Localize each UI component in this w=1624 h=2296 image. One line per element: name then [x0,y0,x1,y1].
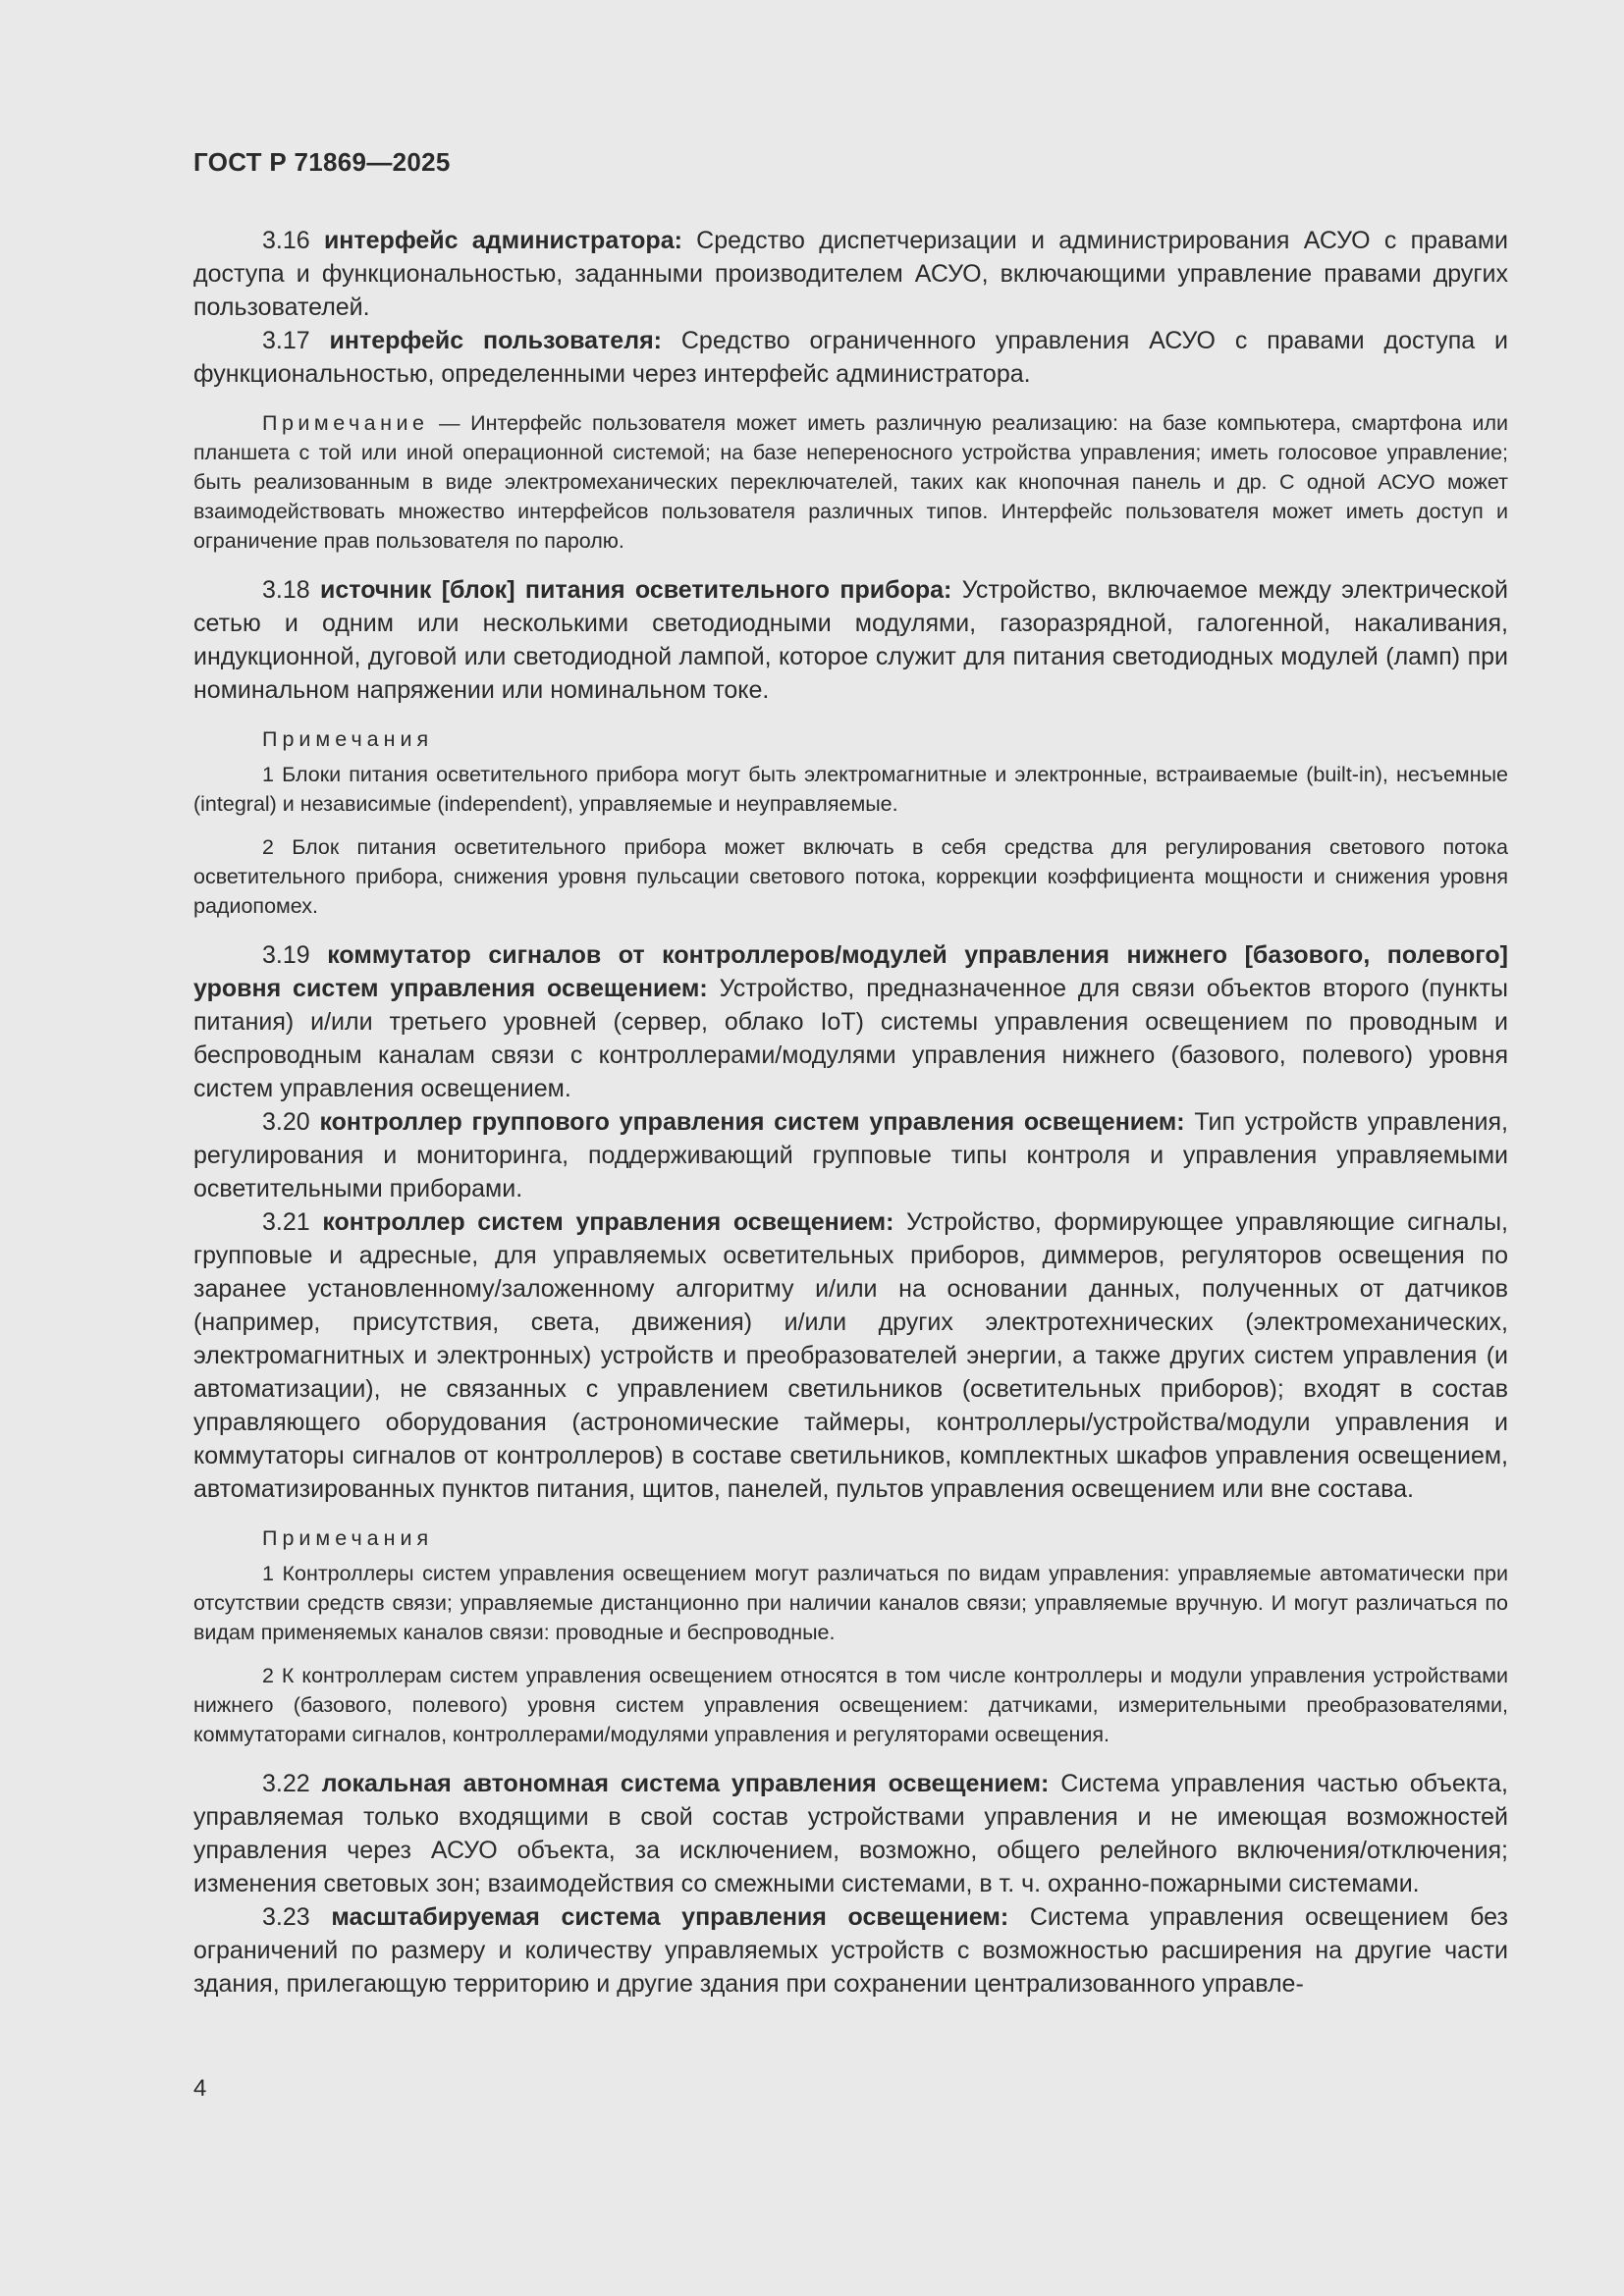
term-3-22 [193,1767,1508,1900]
term-definition: Тип устройств управления, регулирования и мониторинга, поддерживающий групповые типы контроля и управления управляемыми осветительными приборами. [193,1108,1508,1202]
term-definition: Средство диспетчеризации и администрирования АСУО с правами доступа и функциональностью, заданными производителем АСУО, включающими управление правами других пользователей. [193,227,1508,321]
term-name: интерфейс администратора: [323,227,682,254]
term-3-21 [193,1205,1508,1506]
term-name: коммутатор сигналов от контроллеров/модулей управления нижнего [базового, полевого] уровня систем управления освещением: [193,941,1508,1002]
term-number: 3.22 [262,1770,310,1797]
term-3-16 [193,224,1508,324]
note-3-21-2: 2 К контроллерам систем управления освещением относятся в том числе контроллеры и модули управления устройствами нижнего (базового, полевого) уровня систем управления освещением: датчиками, измерительными преобразователями, коммутаторами сигналов, контроллерами/модулями управления и регуляторами освещения. [193,1664,1508,1746]
term-number: 3.16 [262,227,310,254]
note-3-17 [193,408,1508,556]
term-definition: Устройство, предназначенное для связи объектов второго (пункты питания) и/или третьего уровней (сервер, облако IoT) системы управления освещением по проводным и беспроводным каналам связи с контроллерами/модулями управления нижнего (базового, полевого) уровня систем управления освещением. [193,975,1508,1102]
page-number: 4 [193,2075,207,2102]
note-text: — Интерфейс пользователя может иметь различную реализацию: на базе компьютера, смартфона или планшета с той или иной операционной системой; на базе непереносного устройства управления; иметь голосовое управление; быть реализованным в виде электромеханических переключателей, таких как кнопочная панель и др. С одной АСУО может взаимодействовать множество интерфейсов пользователя различных типов. Интерфейс пользователя может иметь доступ и ограничение прав пользователя по паролю. [193,411,1508,553]
document-header: ГОСТ Р 71869—2025 [193,147,451,177]
term-3-17 [193,324,1508,391]
note-label: Примечание [262,411,429,435]
document-body [193,224,1508,2001]
term-number: 3.17 [262,327,310,354]
term-3-18 [193,573,1508,707]
term-name: контроллер систем управления освещением: [322,1208,894,1236]
term-name: масштабируемая система управления освещением: [331,1903,1009,1931]
note-3-18-1: 1 Блоки питания осветительного прибора могут быть электромагнитные и электронные, встраиваемые (built-in), несъемные (integral) и независимые (independent), управляемые и неуправляемые. [193,763,1508,816]
term-number: 3.23 [262,1903,310,1931]
term-definition: Средство ограниченного управления АСУО с правами доступа и функциональностью, определенными через интерфейс администратора. [193,327,1508,388]
term-definition: Устройство, формирующее управляющие сигналы, групповые и адресные, для управляемых осветительных приборов, диммеров, регуляторов освещения по заранее установленному/заложенному алгоритму и/или на основании данных, полученных от датчиков (например, присутствия, света, движения) и/или других электротехнических (электромеханических, электромагнитных и электронных) устройств и преобразователей энергии, а также других систем управления (и автоматизации), не связанных с управлением светильников (осветительных приборов); входят в состав управляющего оборудования (астрономические таймеры, контроллеры/устройства/модули управления и коммутаторы сигналов от контроллеров) в составе светильников, комплектных шкафов управления освещением, автоматизированных пунктов питания, щитов, панелей, пультов управления освещением или вне состава. [193,1208,1508,1503]
term-3-19 [193,938,1508,1105]
term-name: локальная автономная система управления освещением: [321,1770,1050,1797]
term-name: источник [блок] питания осветительного прибора: [320,576,952,604]
notes-heading-3-21: Примечания [262,1526,434,1550]
term-number: 3.18 [262,576,310,604]
term-number: 3.19 [262,941,310,969]
term-definition: Система управления освещением без ограничений по размеру и количеству управляемых устройств с возможностью расширения на другие части здания, прилегающую территорию и другие здания при сохранении централизованного управле- [193,1903,1508,1998]
term-definition: Система управления частью объекта, управляемая только входящими в свой состав устройствами управления и не имеющая возможностей управления через АСУО объекта, за исключением, возможно, общего релейного включения/отключения; изменения световых зон; взаимодействия со смежными системами, в т. ч. охранно-пожарными системами. [193,1770,1508,1897]
term-3-20 [193,1105,1508,1205]
term-name: контроллер группового управления систем управления освещением: [319,1108,1185,1136]
note-3-18-2: 2 Блок питания осветительного прибора может включать в себя средства для регулирования светового потока осветительного прибора, снижения уровня пульсации светового потока, коррекции коэффициента мощности и снижения уровня радиопомех. [193,835,1508,918]
term-number: 3.20 [262,1108,310,1136]
term-definition: Устройство, включаемое между электрической сетью и одним или несколькими светодиодными модулями, газоразрядной, галогенной, накаливания, индукционной, дуговой или светодиодной лампой, которое служит для питания светодиодных модулей (ламп) при номинальном напряжении или номинальном токе. [193,576,1508,704]
term-number: 3.21 [262,1208,310,1236]
term-name: интерфейс пользователя: [329,327,662,354]
notes-heading-3-18: Примечания [262,727,434,751]
term-3-23 [193,1900,1508,2001]
note-3-21-1: 1 Контроллеры систем управления освещением могут различаться по видам управления: управляемые автоматически при отсутствии средств связи; управляемые дистанционно при наличии каналов связи; управляемые вручную. И могут различаться по видам применяемых каналов связи: проводные и беспроводные. [193,1562,1508,1644]
